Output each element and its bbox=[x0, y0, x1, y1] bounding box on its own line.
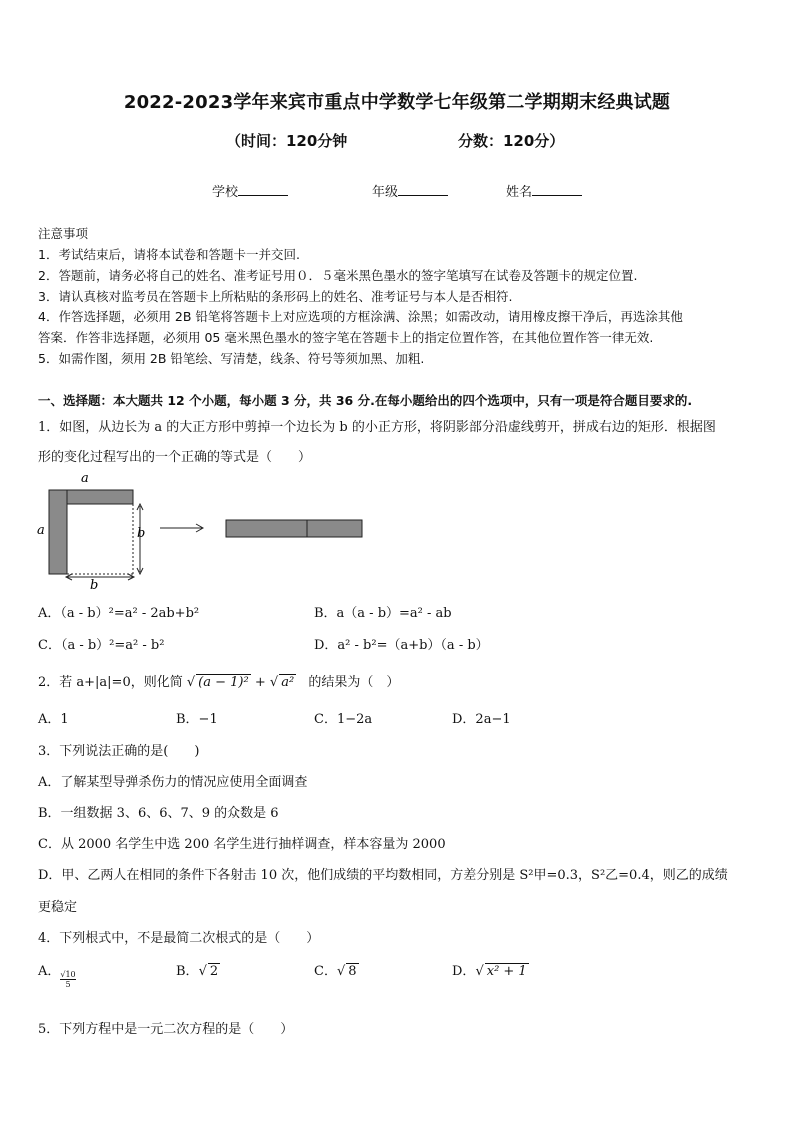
q1-option-d: D．a² - b²=（a+b）（a - b） bbox=[314, 638, 489, 653]
sqrt-icon: √ bbox=[186, 675, 196, 690]
q2-stem bbox=[38, 671, 399, 690]
q3-stem: 3．下列说法正确的是( ) bbox=[38, 744, 200, 759]
school-blank bbox=[238, 183, 288, 196]
q4-d-radicand: x² + 1 bbox=[486, 964, 527, 979]
notice-item: 答案．作答非选择题，必须用 05 毫米黑色墨水的签字笔在答题卡上的指定位置作答，在其他位置作答一律无效. bbox=[38, 330, 654, 345]
q2-stem-post: 的结果为（ ） bbox=[308, 675, 400, 690]
q4-option-a: A． bbox=[38, 964, 61, 979]
school-field bbox=[212, 181, 288, 200]
label-a-top: a bbox=[81, 471, 89, 486]
q2-radicand-1: (a − 1)² bbox=[198, 675, 249, 690]
q4-c-radicand: 8 bbox=[348, 964, 357, 979]
label-b-right: b bbox=[137, 526, 146, 541]
q4-option-c bbox=[314, 960, 359, 979]
q1-option-a: A．（a - b）²=a² - 2ab+b² bbox=[38, 606, 200, 621]
q2-plus: + bbox=[254, 675, 266, 690]
q3-option-d-cont: 更稳定 bbox=[38, 900, 78, 915]
sqrt-icon: √ bbox=[475, 964, 484, 979]
q4-a-fraction bbox=[60, 970, 76, 989]
label-a-left: a bbox=[37, 523, 45, 538]
notice-item: 3．请认真核对监考员在答题卡上所粘贴的条形码上的姓名、准考证号与本人是否相符. bbox=[38, 289, 513, 304]
name-field bbox=[506, 181, 582, 200]
name-label: 姓名 bbox=[506, 185, 533, 200]
q1-option-c: C．（a - b）²=a² - b² bbox=[38, 638, 165, 653]
q2-option-b: B．−1 bbox=[176, 712, 218, 727]
shaded-strip-vertical bbox=[49, 490, 67, 574]
label-b-bottom: b bbox=[90, 578, 99, 590]
exam-score: 分数：120分） bbox=[458, 132, 565, 150]
q2-stem-pre: 2．若 a+|a|=0，则化简 bbox=[38, 675, 183, 690]
sqrt-icon: √ bbox=[269, 675, 279, 690]
notice-item: 1．考试结束后，请将本试卷和答题卡一并交回. bbox=[38, 247, 300, 262]
q5-stem: 5．下列方程中是一元二次方程的是（ ） bbox=[38, 1022, 294, 1037]
q4-a-numerator: √10 bbox=[60, 970, 76, 979]
q4-b-label: B． bbox=[176, 964, 199, 979]
q4-stem: 4．下列根式中，不是最简二次根式的是（ ） bbox=[38, 931, 320, 946]
result-rectangle bbox=[226, 520, 362, 537]
q1-figure bbox=[34, 468, 374, 590]
q2-option-c: C．1−2a bbox=[314, 712, 373, 727]
page-title: 2022-2023学年来宾市重点中学数学七年级第二学期期末经典试题 bbox=[123, 92, 671, 113]
q2-radicand-2: a² bbox=[281, 675, 295, 690]
shaded-strip-horizontal bbox=[67, 490, 133, 504]
sqrt-icon: √ bbox=[198, 964, 207, 979]
grade-field bbox=[372, 181, 448, 200]
q2-option-d: D．2a−1 bbox=[452, 712, 511, 727]
exam-time: （时间：120分钟 bbox=[226, 132, 348, 150]
q4-c-label: C． bbox=[314, 964, 337, 979]
q2-option-a: A．1 bbox=[38, 712, 69, 727]
q4-d-label: D． bbox=[452, 964, 476, 979]
section-heading: 一、选择题：本大题共 12 个小题，每小题 3 分，共 36 分.在每小题给出的四个选项中，只有一项是符合题目要求的. bbox=[38, 393, 693, 408]
q4-option-b bbox=[176, 960, 220, 979]
grade-blank bbox=[398, 183, 448, 196]
q4-option-d bbox=[452, 960, 529, 979]
name-blank bbox=[532, 183, 582, 196]
q4-b-radicand: 2 bbox=[209, 964, 219, 979]
q3-option-d: D．甲、乙两人在相同的条件下各射击 10 次，他们成绩的平均数相同，方差分别是 S²甲=0.3，S²乙=0.4，则乙的成绩 bbox=[38, 868, 728, 883]
q4-a-denominator: 5 bbox=[65, 980, 71, 989]
sqrt-icon: √ bbox=[336, 964, 346, 979]
q1-stem-cont: 形的变化过程写出的一个正确的等式是（ ） bbox=[38, 450, 312, 465]
q3-option-a: A．了解某型导弹杀伤力的情况应使用全面调查 bbox=[38, 775, 308, 790]
notice-item: 4．作答选择题，必须用 2B 铅笔将答题卡上对应选项的方框涂满、涂黑；如需改动，请用橡皮擦干净后，再选涂其他 bbox=[38, 309, 683, 324]
notice-item: 5．如需作图，须用 2B 铅笔绘、写清楚，线条、符号等须加黑、加粗. bbox=[38, 351, 425, 366]
q1-option-b: B．a（a - b）=a² - ab bbox=[314, 606, 452, 621]
school-label: 学校 bbox=[212, 185, 239, 200]
grade-label: 年级 bbox=[372, 185, 399, 200]
q3-option-b: B．一组数据 3、6、6、7、9 的众数是 6 bbox=[38, 806, 279, 821]
q3-option-c: C．从 2000 名学生中选 200 名学生进行抽样调查，样本容量为 2000 bbox=[38, 837, 446, 852]
notice-heading: 注意事项 bbox=[38, 226, 89, 241]
notice-item: 2．答题前，请务必将自己的姓名、准考证号用０．５毫米黑色墨水的签字笔填写在试卷及答题卡的规定位置. bbox=[38, 268, 638, 283]
q1-stem: 1．如图，从边长为 a 的大正方形中剪掉一个边长为 b 的小正方形，将阴影部分沿虚线剪开，拼成右边的矩形．根据图 bbox=[38, 420, 716, 435]
